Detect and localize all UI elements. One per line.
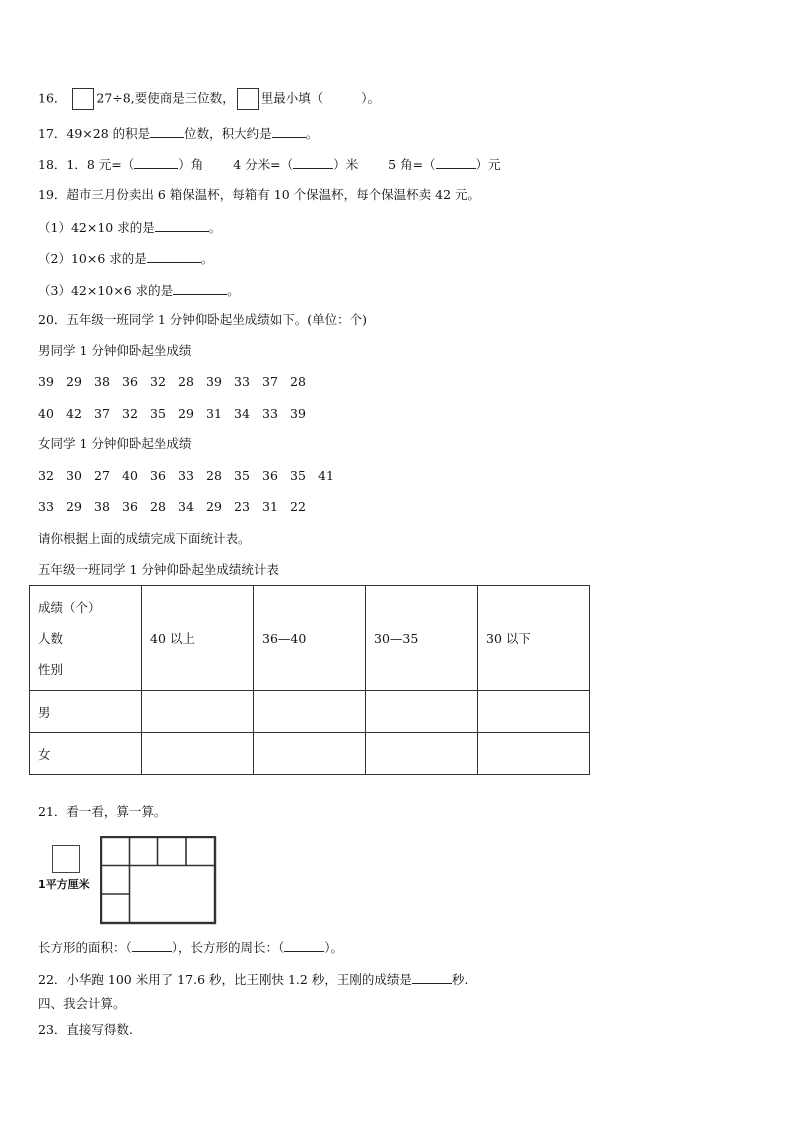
girls-title: 女同学 1 分钟仰卧起坐成绩 <box>38 436 192 451</box>
question-21-answer: 长方形的面积：（ ），长方形的周长：（ ）。 <box>38 940 344 955</box>
rectangle-diagram <box>100 836 220 926</box>
answer-blank[interactable] <box>150 125 184 138</box>
score-value: 33 <box>262 406 278 421</box>
question-19-sub-1: （1）42×10 求的是 。 <box>38 220 222 235</box>
table-cell[interactable] <box>478 691 590 733</box>
score-value: 38 <box>94 499 110 514</box>
column-header: 30—35 <box>366 586 478 691</box>
score-value: 35 <box>234 468 250 483</box>
score-value: 33 <box>234 374 250 389</box>
question-16: 16． 27÷8,要使商是三位数， 里最小填（ ）。 <box>38 88 380 110</box>
score-value: 32 <box>122 406 138 421</box>
answer-blank[interactable] <box>293 156 333 169</box>
score-value: 33 <box>178 468 194 483</box>
score-value: 37 <box>262 374 278 389</box>
table-cell[interactable] <box>142 733 254 775</box>
question-22: 22．小华跑 100 米用了 17.6 秒，比王刚快 1.2 秒，王刚的成绩是 秒. <box>38 972 469 987</box>
table-row-boys <box>30 691 590 733</box>
score-value: 35 <box>290 468 306 483</box>
score-value: 27 <box>94 468 110 483</box>
instruction: 请你根据上面的成绩完成下面统计表。 <box>38 531 251 546</box>
score-value: 28 <box>178 374 194 389</box>
table-cell[interactable] <box>366 733 478 775</box>
boys-title: 男同学 1 分钟仰卧起坐成绩 <box>38 343 192 358</box>
answer-blank[interactable] <box>147 250 201 263</box>
answer-blank[interactable] <box>412 971 452 984</box>
score-value: 29 <box>178 406 194 421</box>
score-value: 40 <box>122 468 138 483</box>
answer-blank[interactable] <box>155 219 209 232</box>
score-value: 40 <box>38 406 54 421</box>
answer-blank[interactable] <box>173 282 227 295</box>
score-value: 30 <box>66 468 82 483</box>
score-value: 29 <box>66 374 82 389</box>
section-heading: 四、我会计算。 <box>38 996 126 1011</box>
question-18: 18．1．8 元=（ ）角 4 分米=（ ）米 5 角=（ ）元 <box>38 157 501 172</box>
score-value: 36 <box>122 499 138 514</box>
score-value: 32 <box>150 374 166 389</box>
score-value: 41 <box>318 468 334 483</box>
answer-blank[interactable] <box>132 939 172 952</box>
unit-square-label: 1平方厘米 <box>38 878 90 891</box>
score-value: 22 <box>290 499 306 514</box>
score-value: 28 <box>290 374 306 389</box>
score-value: 36 <box>262 468 278 483</box>
column-header: 30 以下 <box>478 586 590 691</box>
answer-blank[interactable] <box>272 125 306 138</box>
score-value: 39 <box>290 406 306 421</box>
row-header: 女 <box>30 733 142 775</box>
question-19-sub-3: （3）42×10×6 求的是 。 <box>38 283 240 298</box>
score-value: 42 <box>66 406 82 421</box>
girls-scores-row-1 <box>38 468 346 484</box>
blank-box[interactable] <box>72 88 94 110</box>
table-cell[interactable] <box>254 691 366 733</box>
boys-scores-row-2 <box>38 406 318 422</box>
row-header: 男 <box>30 691 142 733</box>
score-value: 35 <box>150 406 166 421</box>
score-value: 28 <box>206 468 222 483</box>
score-value: 36 <box>122 374 138 389</box>
score-value: 33 <box>38 499 54 514</box>
blank-box[interactable] <box>237 88 259 110</box>
corner-cell: 成绩（个） 人数 性别 <box>30 586 142 691</box>
score-value: 39 <box>206 374 222 389</box>
score-value: 34 <box>178 499 194 514</box>
table-header-row <box>30 586 590 691</box>
answer-blank[interactable] <box>134 156 178 169</box>
question-23: 23．直接写得数. <box>38 1022 133 1037</box>
score-value: 28 <box>150 499 166 514</box>
score-value: 38 <box>94 374 110 389</box>
score-value: 32 <box>38 468 54 483</box>
girls-scores-row-2 <box>38 499 318 515</box>
table-title: 五年级一班同学 1 分钟仰卧起坐成绩统计表 <box>38 562 279 577</box>
score-value: 34 <box>234 406 250 421</box>
score-value: 36 <box>150 468 166 483</box>
answer-blank[interactable] <box>436 156 476 169</box>
score-value: 29 <box>206 499 222 514</box>
table-row-girls <box>30 733 590 775</box>
table-cell[interactable] <box>254 733 366 775</box>
rectangle-figure <box>38 836 228 926</box>
question-19-sub-2: （2）10×6 求的是 。 <box>38 251 214 266</box>
answer-blank[interactable] <box>284 939 324 952</box>
boys-scores-row-1 <box>38 374 318 390</box>
score-value: 37 <box>94 406 110 421</box>
column-header: 40 以上 <box>142 586 254 691</box>
question-17: 17．49×28 的积是 位数，积大约是 。 <box>38 126 319 141</box>
table-cell[interactable] <box>478 733 590 775</box>
score-value: 29 <box>66 499 82 514</box>
score-value: 23 <box>234 499 250 514</box>
question-20: 20．五年级一班同学 1 分钟仰卧起坐成绩如下。(单位：个) <box>38 312 368 327</box>
question-19: 19．超市三月份卖出 6 箱保温杯，每箱有 10 个保温杯，每个保温杯卖 42 元。 <box>38 187 481 202</box>
table-cell[interactable] <box>366 691 478 733</box>
column-header: 36—40 <box>254 586 366 691</box>
score-value: 31 <box>262 499 278 514</box>
table-cell[interactable] <box>142 691 254 733</box>
score-value: 31 <box>206 406 222 421</box>
question-21: 21．看一看，算一算。 <box>38 804 167 819</box>
score-value: 39 <box>38 374 54 389</box>
statistics-table <box>29 585 590 775</box>
unit-square <box>52 845 80 873</box>
